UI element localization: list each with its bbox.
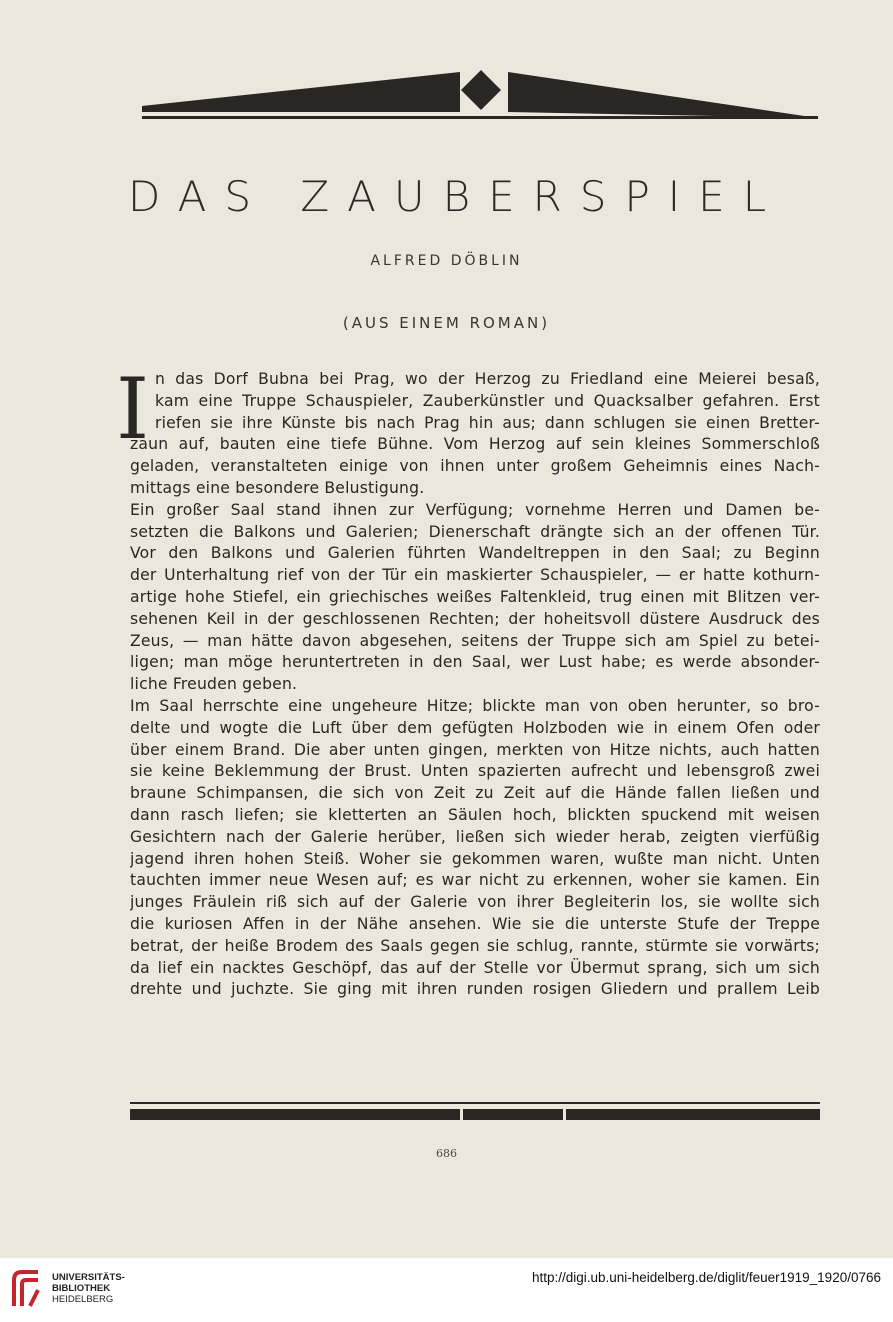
text-line: drehte und juchzte. Sie ging mit ihren runden rosigen Gliedern und prallem Leib: [130, 980, 820, 999]
text-line: riefen sie ihre Künste bis nach Prag hin aus; dann schlugen sie einen Bretter-: [155, 413, 820, 432]
article-author: ALFRED DÖBLIN: [370, 253, 523, 269]
article-subtitle: (AUS EINEM ROMAN): [342, 314, 551, 332]
text-line: sie keine Beklemmung der Brust. Unten spazierten aufrecht und lebensgroß zwei: [130, 762, 820, 781]
library-name-line: UNIVERSITÄTS-: [52, 1272, 125, 1283]
text-line: betrat, der heiße Brodem des Saals gegen sie schlug, rannte, stürmte sie vorwärts;: [130, 936, 820, 955]
text-line: Zeus, — man hätte davon abgesehen, seitens der Truppe sich am Spiel zu betei-: [130, 631, 820, 650]
text-line: delte und wogte die Luft über dem gefügten Holzboden wie in einem Ofen oder: [130, 718, 820, 737]
article-title: DAS ZAUBERSPIEL: [128, 172, 785, 221]
text-line: Gesichtern nach der Galerie herüber, ließen sich wieder herab, zeigten vierfüßig: [130, 827, 820, 846]
library-footer: [0, 1258, 893, 1322]
text-line: kam eine Truppe Schauspieler, Zauberkünstler und Quacksalber gefahren. Erst: [155, 391, 820, 410]
text-line: Vor den Balkons und Galerien führten Wandeltreppen in den Saal; zu Beginn: [130, 544, 820, 563]
text-line: Ein großer Saal stand ihnen zur Verfügung; vornehme Herren und Damen be-: [130, 500, 820, 519]
text-line: junges Fräulein riß sich auf der Galerie von ihrer Begleiterin los, sie wollte sich: [130, 893, 820, 912]
text-line: Im Saal herrschte eine ungeheure Hitze; blickte man von oben herunter, so bro-: [130, 696, 820, 715]
text-line: über einem Brand. Die aber unten gingen, merkten von Hitze nichts, auch hatten: [130, 740, 820, 759]
text-line: sehenen Keil in der geschlossenen Rechten; der hoheitsvoll düstere Ausdruck des: [130, 609, 820, 628]
text-line: die kuriosen Affen in der Nähe ansehen. Wie sie die unterste Stufe der Treppe: [130, 914, 820, 933]
text-line: der Unterhaltung rief von der Tür ein maskierter Schauspieler, — er hatte kothurn-: [130, 566, 820, 585]
library-name: [52, 1272, 125, 1305]
text-line: artige hohe Stiefel, ein griechisches weißes Faltenkleid, trug einen mit Blitzen ver-: [130, 587, 820, 606]
text-line: setzten die Balkons und Galerien; Dienerschaft drängte sich an der offenen Tür.: [130, 522, 820, 541]
library-name-line: BIBLIOTHEK: [52, 1283, 111, 1294]
text-line: zaun auf, bauten eine tiefe Bühne. Vom Herzog auf sein kleines Sommerschloß: [130, 435, 820, 454]
text-line: tauchten immer neue Wesen auf; es war nicht zu erkennen, woher sie kamen. Ein: [130, 871, 820, 890]
title-ornament: [138, 68, 822, 128]
text-line: n das Dorf Bubna bei Prag, wo der Herzog zu Friedland eine Meierei besaß,: [155, 370, 820, 388]
text-line: mittags eine besondere Belustigung.: [130, 478, 425, 497]
text-line: braune Schimpansen, die sich von Zeit zu Zeit auf die Hände fallen ließen und: [130, 784, 820, 803]
permalink-url[interactable]: http://digi.ub.uni-heidelberg.de/diglit/feuer1919_1920/0766: [531, 1270, 881, 1285]
text-line: dann rasch liefen; sie kletterten an Säulen hoch, blickten spuckend mit weisen: [130, 805, 820, 824]
bottom-rule-ornament: [130, 1102, 820, 1122]
text-line: ligen; man möge heruntertreten in den Saal, wer Lust habe; es werde absonder-: [130, 653, 820, 672]
university-library-logo-icon[interactable]: [8, 1266, 48, 1314]
drop-cap: I: [116, 360, 150, 458]
text-line: geladen, veranstalteten einige von ihnen unter großem Geheimnis eines Nach-: [130, 457, 820, 476]
text-line: jagend ihren hohen Steiß. Woher sie gekommen waren, wußte man nicht. Unten: [130, 849, 820, 868]
text-line: da lief ein nacktes Geschöpf, das auf der Stelle vor Übermut sprang, sich um sich: [130, 958, 820, 977]
library-name-line: HEIDELBERG: [52, 1294, 114, 1305]
text-line: liche Freuden geben.: [130, 675, 298, 694]
article-body: [130, 369, 820, 1001]
page-number: 686: [436, 1147, 457, 1160]
